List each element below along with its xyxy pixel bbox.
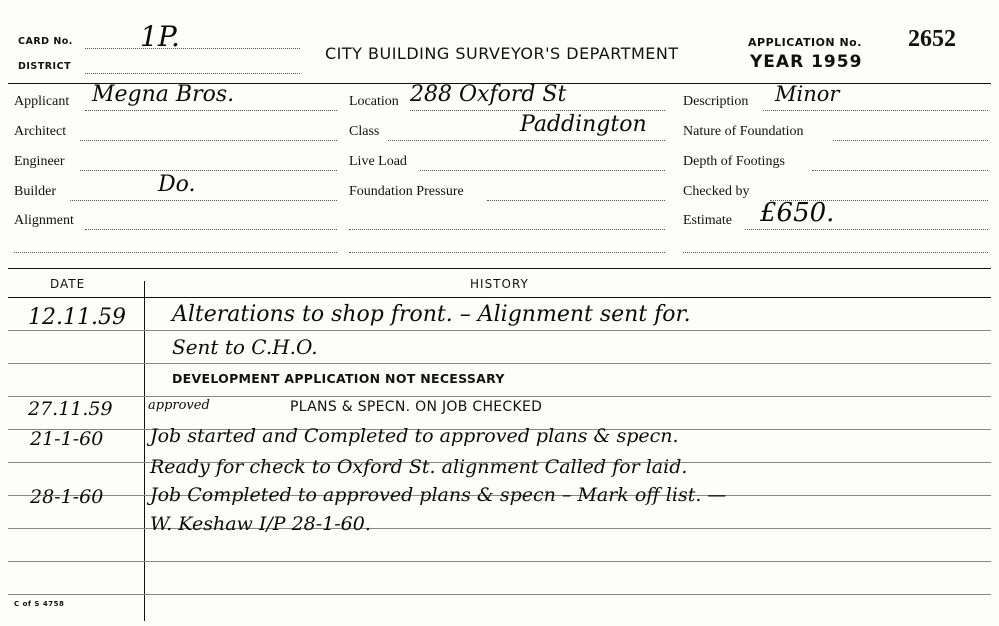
location-label: Location bbox=[349, 94, 399, 109]
application-no-value: 2652 bbox=[908, 26, 956, 52]
history-stamp: PLANS & SPECN. ON JOB CHECKED bbox=[290, 399, 543, 415]
applicant-value: Megna Bros. bbox=[92, 82, 235, 107]
history-entry: Job Completed to approved plans & specn – Mark off list. — bbox=[150, 484, 727, 506]
location-value: 288 Oxford St bbox=[410, 82, 567, 107]
description-line bbox=[763, 110, 988, 111]
card-no-label: CARD No. bbox=[18, 36, 73, 47]
builder-line bbox=[70, 200, 337, 201]
ruled-line bbox=[8, 330, 991, 331]
ruled-line bbox=[8, 594, 991, 595]
description-label: Description bbox=[683, 94, 749, 109]
district-line bbox=[85, 73, 300, 74]
column3-line-2 bbox=[683, 252, 988, 253]
nature-label: Nature of Foundation bbox=[683, 124, 804, 139]
live-load-label: Live Load bbox=[349, 154, 407, 169]
history-entry: W. Keshaw I/P 28-1-60. bbox=[150, 513, 371, 535]
application-no-label: APPLICATION No. bbox=[748, 36, 862, 49]
alignment-line-2 bbox=[14, 252, 337, 253]
architect-label: Architect bbox=[14, 124, 67, 139]
estimate-value: £650. bbox=[760, 198, 835, 228]
depth-label: Depth of Footings bbox=[683, 154, 785, 169]
applicant-label: Applicant bbox=[14, 94, 70, 109]
engineer-label: Engineer bbox=[14, 154, 65, 169]
alignment-line bbox=[85, 229, 337, 230]
checked-by-label: Checked by bbox=[683, 184, 750, 199]
history-date: 27.11.59 bbox=[28, 398, 113, 420]
class-line bbox=[388, 140, 665, 141]
live-load-line bbox=[420, 170, 665, 171]
ruled-line bbox=[8, 396, 991, 397]
engineer-line bbox=[80, 170, 337, 171]
column2-line-2 bbox=[349, 252, 665, 253]
history-entry: Alterations to shop front. – Alignment sent for. bbox=[172, 302, 691, 327]
date-column-divider bbox=[144, 281, 145, 621]
foundation-pressure-line bbox=[487, 200, 665, 201]
history-date: 12.11.59 bbox=[28, 305, 126, 330]
district-label: DISTRICT bbox=[18, 61, 72, 72]
history-entry: Job started and Completed to approved plans & specn. bbox=[150, 425, 679, 447]
history-top-border bbox=[8, 268, 991, 269]
class-label: Class bbox=[349, 124, 380, 139]
history-header-border bbox=[8, 297, 991, 298]
column2-line bbox=[349, 229, 665, 230]
nature-line bbox=[833, 140, 988, 141]
year-label: YEAR 1959 bbox=[750, 52, 863, 72]
history-stamp: DEVELOPMENT APPLICATION NOT NECESSARY bbox=[172, 371, 505, 386]
builder-label: Builder bbox=[14, 184, 56, 199]
form-code: C of S 4758 bbox=[14, 600, 65, 608]
architect-line bbox=[80, 140, 337, 141]
ruled-line bbox=[8, 561, 991, 562]
location-line bbox=[410, 110, 665, 111]
ruled-line bbox=[8, 363, 991, 364]
location-value-2: Paddington bbox=[520, 112, 647, 137]
history-note: approved bbox=[148, 398, 210, 413]
department-title: CITY BUILDING SURVEYOR'S DEPARTMENT bbox=[325, 44, 679, 63]
history-header: HISTORY bbox=[470, 277, 529, 291]
history-entry: Ready for check to Oxford St. alignment Called for laid. bbox=[150, 456, 688, 478]
description-value: Minor bbox=[775, 82, 840, 106]
estimate-label: Estimate bbox=[683, 213, 732, 228]
estimate-line bbox=[745, 229, 988, 230]
date-header: DATE bbox=[50, 277, 86, 291]
history-date: 21-1-60 bbox=[30, 428, 104, 450]
foundation-pressure-label: Foundation Pressure bbox=[349, 184, 464, 199]
card-no-value: 1P. bbox=[140, 20, 180, 53]
depth-line bbox=[812, 170, 988, 171]
applicant-line bbox=[85, 110, 337, 111]
alignment-label: Alignment bbox=[14, 213, 74, 228]
builder-value: Do. bbox=[158, 172, 196, 197]
history-date: 28-1-60 bbox=[30, 486, 104, 508]
history-entry: Sent to C.H.O. bbox=[172, 335, 318, 359]
card-no-line bbox=[85, 48, 300, 49]
